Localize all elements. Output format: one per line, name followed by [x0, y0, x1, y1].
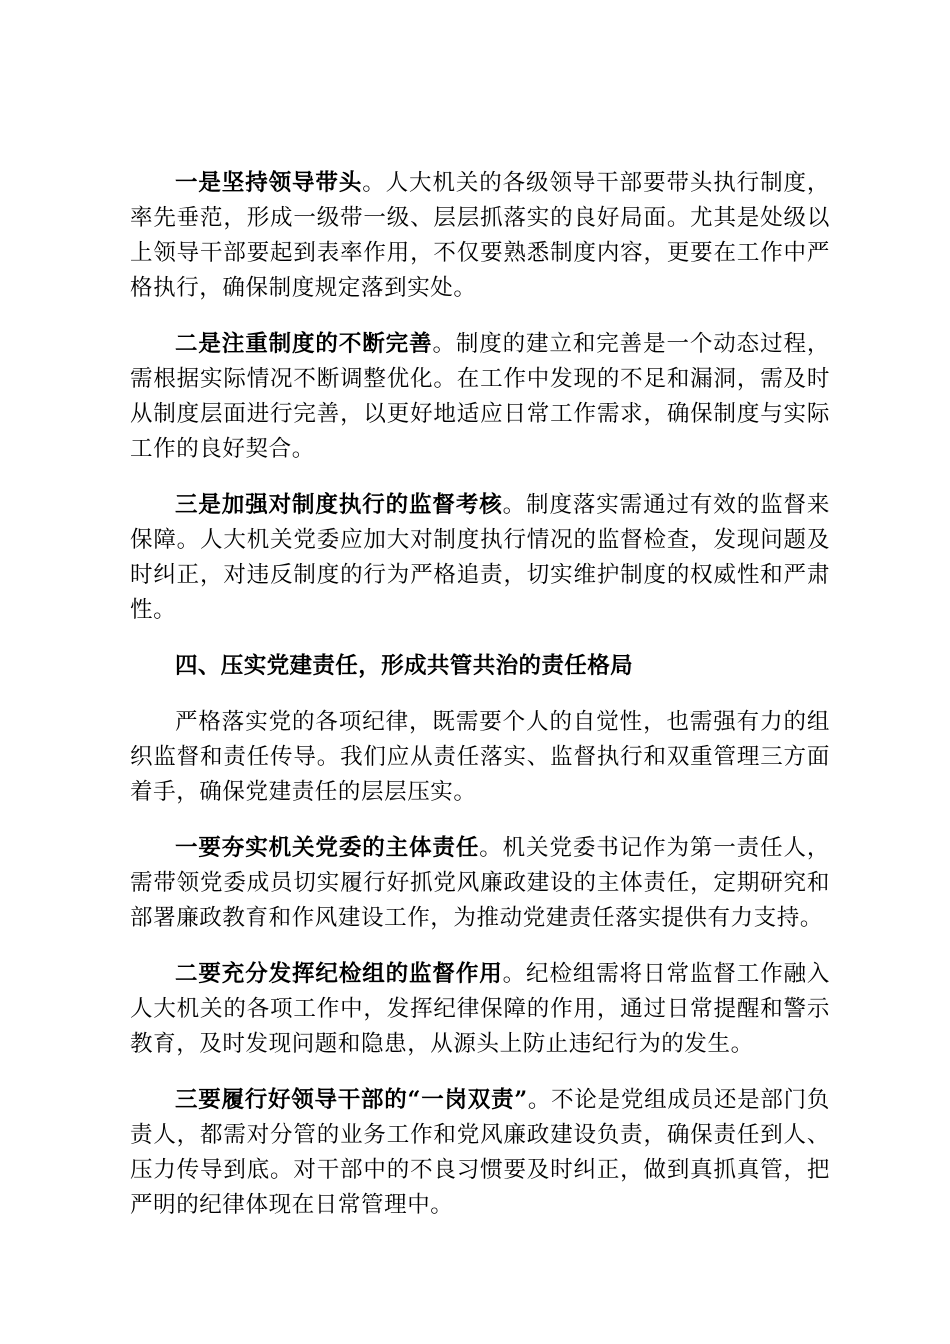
paragraph-text: 。制度的建立和完善是一个动态过程，需根据实际情况不断调整优化。在工作中发现的不足和漏洞，需及时从制度层面进行完善，以更好地适应日常工作需求，确保制度与实际工作的良好契合。 [130, 331, 830, 462]
paragraph-supervision [130, 488, 830, 628]
document-page [130, 166, 830, 1244]
paragraph-text: 。机关党委书记作为第一责任人，需带领党委成员切实履行好抓党风廉政建设的主体责任，定期研究和部署廉政教育和作风建设工作，为推动党建责任落实提供有力支持。 [130, 835, 830, 931]
paragraph-leadership [130, 166, 830, 306]
section-heading: 四、压实党建责任，形成共管共治的责任格局 [175, 653, 634, 679]
paragraph-discipline-group [130, 957, 830, 1062]
paragraph-improvement [130, 327, 830, 467]
paragraph-lead: 一要夯实机关党委的主体责任 [175, 835, 480, 861]
paragraph-lead: 一是坚持领导带头 [175, 170, 363, 196]
paragraph-lead: 三要履行好领导干部的“一岗双责” [175, 1087, 528, 1113]
paragraph-party-committee [130, 831, 830, 936]
paragraph-lead: 二要充分发挥纪检组的监督作用 [175, 961, 503, 987]
paragraph-text: 。制度落实需通过有效的监督来保障。人大机关党委应加大对制度执行情况的监督检查，发现问题及时纠正，对违反制度的行为严格追责，切实维护制度的权威性和严肃性。 [130, 492, 830, 623]
paragraph-text: 。不论是党组成员还是部门负责人，都需对分管的业务工作和党风廉政建设负责，确保责任到人、压力传导到底。对干部中的不良习惯要及时纠正，做到真抓真管，把严明的纪律体现在日常管理中。 [130, 1087, 831, 1218]
paragraph-dual-responsibility [130, 1083, 830, 1223]
section-intro: 严格落实党的各项纪律，既需要个人的自觉性，也需强有力的组织监督和责任传导。我们应从责任落实、监督执行和双重管理三方面着手，确保党建责任的层层压实。 [130, 709, 830, 805]
paragraph-lead: 三是加强对制度执行的监督考核 [175, 492, 503, 518]
paragraph-text: 。纪检组需将日常监督工作融入人大机关的各项工作中，发挥纪律保障的作用，通过日常提醒和警示教育，及时发现问题和隐患，从源头上防止违纪行为的发生。 [130, 961, 830, 1057]
paragraph-lead: 二是注重制度的不断完善 [175, 331, 433, 357]
paragraph-text: 。人大机关的各级领导干部要带头执行制度，率先垂范，形成一级带一级、层层抓落实的良好局面。尤其是处级以上领导干部要起到表率作用，不仅要熟悉制度内容，更要在工作中严格执行，确保制度规定落到实处。 [130, 170, 830, 301]
